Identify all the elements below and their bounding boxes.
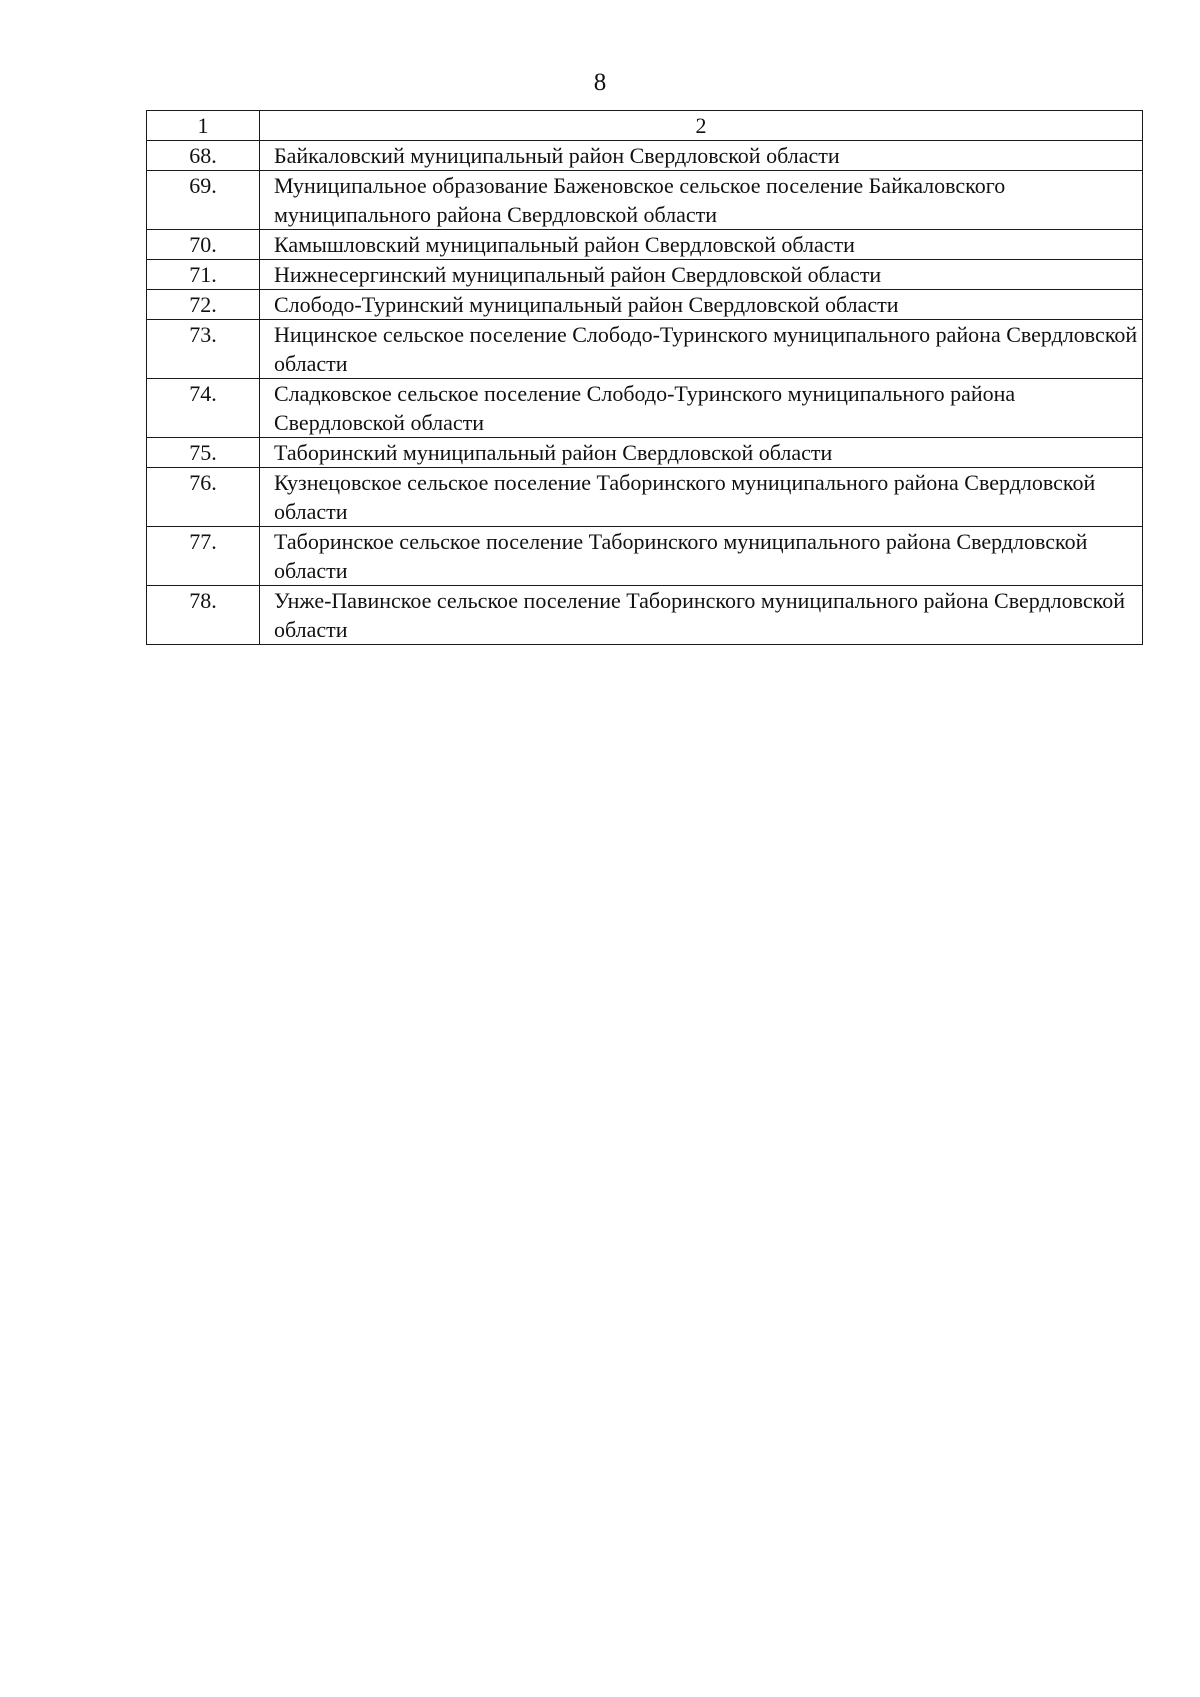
row-number: 73.: [147, 320, 260, 379]
page-number: 8: [593, 69, 607, 96]
municipality-name: Ницинское сельское поселение Слободо-Туринского муниципального района Свердловской области: [260, 320, 1143, 379]
municipality-table: [146, 110, 1143, 645]
row-number: 78.: [147, 586, 260, 645]
municipality-name: Сладковское сельское поселение Слободо-Туринского муниципального района Свердловской области: [260, 379, 1143, 438]
table-header-row: [147, 111, 1143, 141]
column-header-number: 1: [147, 111, 260, 141]
row-number: 70.: [147, 230, 260, 260]
table-row: [147, 290, 1143, 320]
municipality-name: Слободо-Туринский муниципальный район Свердловской области: [260, 290, 1143, 320]
table-row: [147, 379, 1143, 438]
row-number: 71.: [147, 260, 260, 290]
row-number: 77.: [147, 527, 260, 586]
row-number: 74.: [147, 379, 260, 438]
table-row: [147, 230, 1143, 260]
table-row: [147, 468, 1143, 527]
municipality-name: Таборинский муниципальный район Свердловской области: [260, 438, 1143, 468]
municipality-name: Нижнесергинский муниципальный район Свердловской области: [260, 260, 1143, 290]
row-number: 75.: [147, 438, 260, 468]
municipality-name: Камышловский муниципальный район Свердловской области: [260, 230, 1143, 260]
row-number: 68.: [147, 141, 260, 171]
column-header-name: 2: [260, 111, 1143, 141]
municipality-name: Унже-Павинское сельское поселение Таборинского муниципального района Свердловской области: [260, 586, 1143, 645]
municipality-name: Байкаловский муниципальный район Свердловской области: [260, 141, 1143, 171]
table-row: [147, 260, 1143, 290]
table-row: [147, 320, 1143, 379]
table-row: [147, 586, 1143, 645]
table-row: [147, 527, 1143, 586]
municipality-name: Муниципальное образование Баженовское сельское поселение Байкаловского муниципального района Свердловской области: [260, 171, 1143, 230]
table-row: [147, 438, 1143, 468]
row-number: 72.: [147, 290, 260, 320]
municipality-name: Таборинское сельское поселение Таборинского муниципального района Свердловской области: [260, 527, 1143, 586]
table-row: [147, 141, 1143, 171]
municipality-name: Кузнецовское сельское поселение Таборинского муниципального района Свердловской области: [260, 468, 1143, 527]
row-number: 69.: [147, 171, 260, 230]
row-number: 76.: [147, 468, 260, 527]
table-row: [147, 171, 1143, 230]
